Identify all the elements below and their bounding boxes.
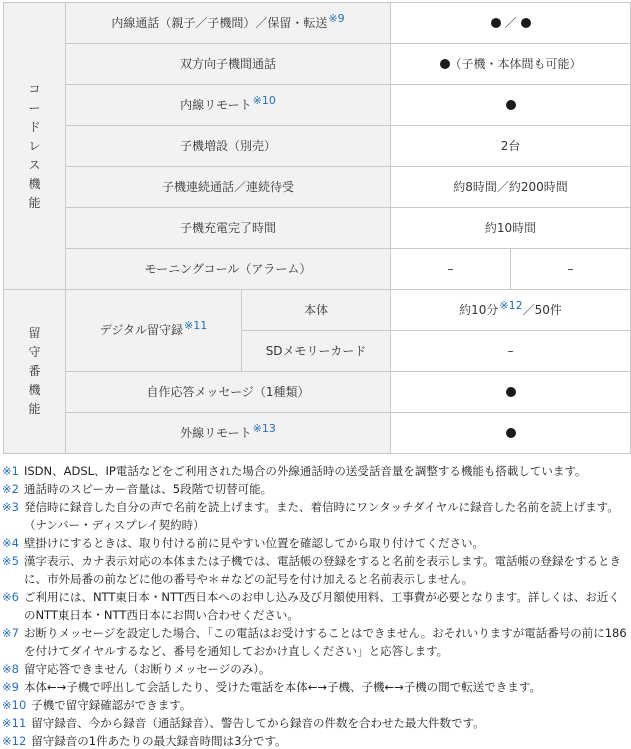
check-dot-icon [491, 18, 501, 28]
value-morning-a: – [391, 249, 511, 290]
footnote: ※6 ご利用には、NTT東日本・NTT西日本へのお申し込み及び月額使用料、工事費が必要となります。詳しくは、お近くのNTT東日本・NTT西日本にお問い合わせください。 [2, 590, 620, 622]
feature-digital-sd: SDメモリーカード [242, 331, 391, 372]
feature-digital: デジタル留守録※11 [66, 290, 242, 372]
feature-digital-body: 本体 [242, 290, 391, 331]
footnote: ※11 留守録音、今から録音（通話録音）、警告してから録音の件数を合わせた最大件数です。 [2, 716, 485, 730]
footnote: ※3 発信時に録音した自分の声で名前を読上げます。また、着信時にワンタッチダイヤルに録音した名前を読上げます。（ナンバー・ディスプレイ契約時） [2, 500, 619, 532]
table-row [4, 3, 631, 44]
table-row [4, 208, 631, 249]
value-remote [391, 85, 631, 126]
note-ref[interactable]: ※11 [184, 319, 208, 332]
check-dot-icon [506, 100, 516, 110]
table-row [4, 44, 631, 85]
table-row [4, 249, 631, 290]
feature-continuous: 子機連続通話／連続待受 [66, 167, 391, 208]
check-dot-icon [506, 387, 516, 397]
feature-extra-handset: 子機増設（別売） [66, 126, 391, 167]
feature-morning: モーニングコール（アラーム） [66, 249, 391, 290]
feature-self-message: 自作応答メッセージ（1種類） [66, 372, 391, 413]
value-digital-sd: – [391, 331, 631, 372]
value-extra-handset: 2台 [391, 126, 631, 167]
check-dot-icon [506, 428, 516, 438]
table-row [4, 413, 631, 454]
footnote: ※9 本体←→子機で呼出して会話したり、受けた電話を本体←→子機、子機←→子機の間で転送できます。 [2, 680, 541, 694]
note-ref[interactable]: ※9 [328, 11, 345, 25]
table-row [4, 372, 631, 413]
value-self-message [391, 372, 631, 413]
category-cordless: コードレス機能 [4, 3, 66, 290]
feature-charge: 子機充電完了時間 [66, 208, 391, 249]
footnote: ※8 留守応答できません（お断りメッセージのみ）。 [2, 662, 271, 676]
table-row [4, 167, 631, 208]
note-ref[interactable]: ※13 [252, 421, 276, 435]
value-continuous: 約8時間／約200時間 [391, 167, 631, 208]
table-row [4, 290, 631, 331]
value-outside-remote [391, 413, 631, 454]
table-row [4, 126, 631, 167]
feature-outside-remote: 外線リモート※13 [66, 413, 391, 454]
value-morning-b: – [511, 249, 631, 290]
footnotes [2, 462, 629, 749]
footnote: ※10 子機で留守録確認ができます。 [2, 698, 192, 712]
value-twoway: （子機・本体間も可能） [391, 44, 631, 85]
table-row [4, 85, 631, 126]
check-dot-icon [440, 59, 450, 69]
note-ref[interactable]: ※10 [252, 93, 276, 107]
value-intercom: ／ [391, 3, 631, 44]
feature-remote: 内線リモート※10 [66, 85, 391, 126]
footnote: ※4 壁掛けにするときは、取り付ける前に見やすい位置を確認してから取り付けてください。 [2, 536, 484, 550]
category-answering: 留守番機能 [4, 290, 66, 454]
value-digital-body: 約10分※12／50件 [391, 290, 631, 331]
value-charge: 約10時間 [391, 208, 631, 249]
spec-table [3, 2, 631, 454]
check-dot-icon [521, 18, 531, 28]
footnote: ※1 ISDN、ADSL、IP電話などをご利用された場合の外線通話時の送受話音量を調整する機能も搭載しています。 [2, 464, 587, 478]
footnote: ※7 お断りメッセージを設定した場合、「この電話はお受けすることはできません。おそれいりますが電話番号の前に186を付けてダイヤルするなど、番号を通知しておかけ直しください」と応答します。 [2, 626, 627, 658]
feature-twoway: 双方向子機間通話 [66, 44, 391, 85]
footnote: ※2 通話時のスピーカー音量は、5段階で切替可能。 [2, 482, 273, 496]
feature-intercom: 内線通話（親子／子機間）／保留・転送※9 [66, 3, 391, 44]
footnote: ※12 留守録音の1件あたりの最大録音時間は3分です。 [2, 734, 287, 748]
footnote: ※5 漢字表示、カナ表示対応の本体または子機では、電話帳の登録をすると名前を表示します。電話帳の登録をするときに、市外局番の前などに他の番号や＊＃などの記号を付け加えると名前表示しません。 [2, 554, 622, 586]
note-ref[interactable]: ※12 [499, 298, 523, 312]
